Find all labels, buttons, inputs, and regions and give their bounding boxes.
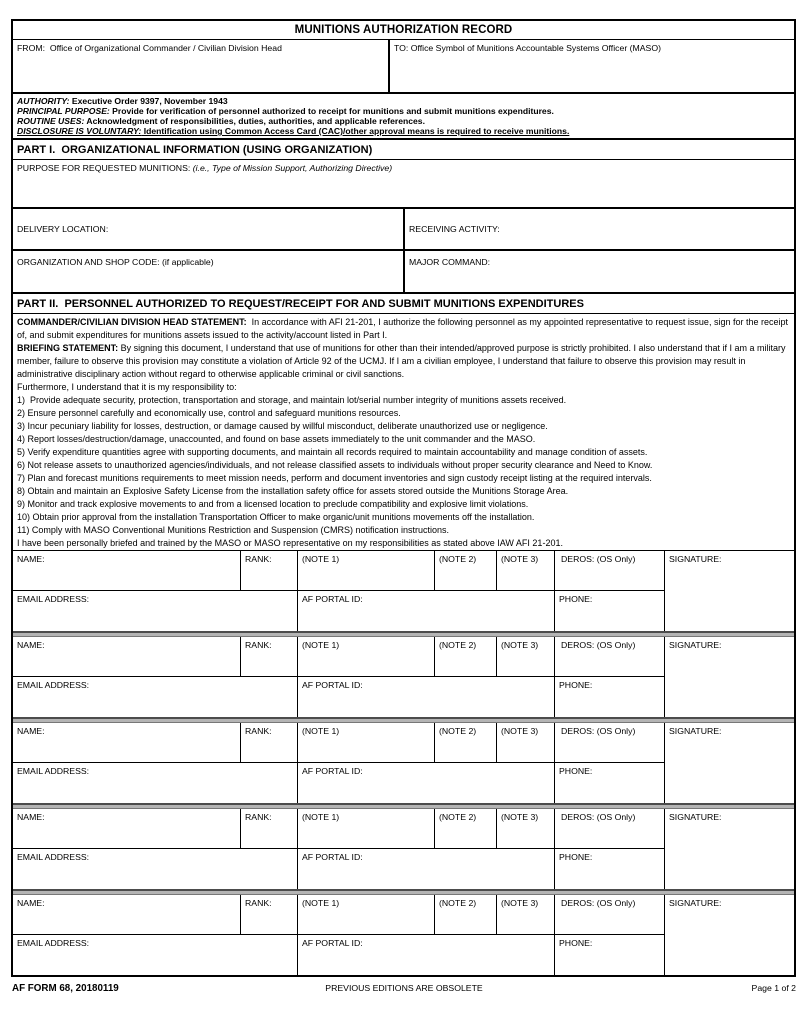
major-command-label: MAJOR COMMAND: [409,257,491,267]
to-field[interactable] [390,40,794,92]
disclosure-line: DISCLOSURE IS VOLUNTARY: Identification using Common Access Card (CAC)/other approval means is required to receive munitions. [17,126,570,136]
footer-page-number: Page 1 of 2 [751,983,796,993]
name-field[interactable]: NAME: [13,551,241,591]
delivery-location-label: DELIVERY LOCATION: [17,224,109,234]
part2-header: PART II. PERSONNEL AUTHORIZED TO REQUEST/RECEIPT FOR AND SUBMIT MUNITIONS EXPENDITURES [13,294,794,314]
part1-header: PART I. ORGANIZATIONAL INFORMATION (USING ORGANIZATION) [13,140,794,160]
purpose-label: PURPOSE FOR REQUESTED MUNITIONS: [17,163,193,173]
signature-field[interactable]: SIGNATURE: [669,898,722,908]
note3-field[interactable]: (NOTE 3) [497,637,555,677]
closing-statement: I have been personally briefed and trained by the MASO or MASO representative on my responsibilities as stated above IAW AFI 21-201. [17,538,563,548]
receiving-activity-field[interactable] [405,209,794,249]
af-portal-id-field[interactable]: AF PORTAL ID: [298,677,555,717]
signature-field[interactable]: SIGNATURE: [669,726,722,736]
organization-shop-code-label: ORGANIZATION AND SHOP CODE: (if applicable) [17,257,214,267]
from-field[interactable] [13,40,390,92]
responsibility-item: 9) Monitor and track explosive movements to and from a licensed location to preclude compatibility and explosive limit violations. [17,499,529,509]
note1-field[interactable]: (NOTE 1) [298,895,435,935]
receiving-activity-label: RECEIVING ACTIVITY: [409,224,500,234]
email-field[interactable]: EMAIL ADDRESS: [13,763,298,803]
email-field[interactable]: EMAIL ADDRESS: [13,935,298,975]
rank-field[interactable]: RANK: [241,723,298,763]
responsibility-item: 7) Plan and forecast munitions requirements to meet mission needs, perform and document inventories and sign custody receipt listing at the required intervals. [17,473,652,483]
rank-field[interactable]: RANK: [241,637,298,677]
signature-field[interactable]: SIGNATURE: [669,812,722,822]
rank-field[interactable]: RANK: [241,895,298,935]
rank-field[interactable]: RANK: [241,551,298,591]
name-field[interactable]: NAME: [13,895,241,935]
phone-field[interactable]: PHONE: [555,935,665,975]
delivery-receiving-row [13,209,794,251]
name-field[interactable]: NAME: [13,809,241,849]
deros-field[interactable]: DEROS: (OS Only) [555,809,665,849]
phone-field[interactable]: PHONE: [555,849,665,889]
deros-field[interactable]: DEROS: (OS Only) [555,551,665,591]
note2-field[interactable]: (NOTE 2) [435,723,497,763]
organization-command-row [13,251,794,294]
responsibility-item: 4) Report losses/destruction/damage, unaccounted, and found on base assets immediately to the unit commander and the MASO. [17,434,536,444]
phone-field[interactable]: PHONE: [555,677,665,717]
personnel-block-1 [13,551,794,631]
responsibility-item: 6) Not release assets to unauthorized agencies/individuals, and not release classified assets to individuals without proper security clearance and Need to Know. [17,460,653,470]
signature-field[interactable]: SIGNATURE: [669,554,722,564]
note3-field[interactable]: (NOTE 3) [497,895,555,935]
phone-field[interactable]: PHONE: [555,591,665,631]
responsibility-item: 2) Ensure personnel carefully and economically use, control and safeguard munitions resources. [17,408,401,418]
name-field[interactable]: NAME: [13,723,241,763]
organization-shop-code-field[interactable] [13,251,405,292]
note2-field[interactable]: (NOTE 2) [435,809,497,849]
af-portal-id-field[interactable]: AF PORTAL ID: [298,849,555,889]
note3-field[interactable]: (NOTE 3) [497,551,555,591]
responsibility-item: 5) Verify expenditure quantities agree with supporting documents, and maintain all records required to maintain accountability and manage condition of assets. [17,447,648,457]
form-footer [12,983,796,994]
note1-field[interactable]: (NOTE 1) [298,809,435,849]
note2-field[interactable]: (NOTE 2) [435,551,497,591]
note2-field[interactable]: (NOTE 2) [435,637,497,677]
email-field[interactable]: EMAIL ADDRESS: [13,677,298,717]
note3-field[interactable]: (NOTE 3) [497,723,555,763]
from-to-row [13,40,794,94]
footer-obsolete-note: PREVIOUS EDITIONS ARE OBSOLETE [325,983,483,993]
form-title-row [13,21,794,40]
email-field[interactable]: EMAIL ADDRESS: [13,849,298,889]
briefing-statement: BRIEFING STATEMENT: By signing this document, I understand that use of munitions for other than their intended/approved purpose is strictly prohibited. I also understand that if I am a military member, failure to observe this provision may constitute a violation of Article 92 of the UCMJ. If I am a civilian employee, I understand that failure to observe this provision may result in administrative disciplinary action without regard to otherwise applicable criminal or civil sanctions. [17,343,789,379]
furthermore-line: Furthermore, I understand that it is my responsibility to: [17,382,237,392]
responsibility-item: 1) Provide adequate security, protection, transportation and storage, and maintain lot/serial number integrity of munitions assets received. [17,395,567,405]
af-portal-id-field[interactable]: AF PORTAL ID: [298,591,555,631]
routine-uses-line: ROUTINE USES: Acknowledgment of responsibilities, duties, authorities, and applicable references. [17,116,425,126]
authority-line: AUTHORITY: Executive Order 9397, November 1943 [17,96,228,106]
email-field[interactable]: EMAIL ADDRESS: [13,591,298,631]
personnel-block-4 [13,809,794,889]
purpose-note: (i.e., Type of Mission Support, Authorizing Directive) [192,163,393,173]
from-label: FROM: Office of Organizational Commander / Civilian Division Head [17,43,282,53]
note1-field[interactable]: (NOTE 1) [298,551,435,591]
responsibility-item: 10) Obtain prior approval from the installation Transportation Officer to make organic/unit munitions movements off the installation. [17,512,535,522]
rank-field[interactable]: RANK: [241,809,298,849]
note1-field[interactable]: (NOTE 1) [298,723,435,763]
deros-field[interactable]: DEROS: (OS Only) [555,723,665,763]
af-portal-id-field[interactable]: AF PORTAL ID: [298,935,555,975]
footer-form-number: AF FORM 68, 20180119 [12,983,119,994]
responsibility-item: 11) Comply with MASO Conventional Munitions Restriction and Suspension (CMRS) notification instructions. [17,525,450,535]
privacy-act-statement [13,94,794,140]
personnel-block-3 [13,723,794,803]
statement-block [13,314,794,551]
delivery-location-field[interactable] [13,209,405,249]
note2-field[interactable]: (NOTE 2) [435,895,497,935]
name-field[interactable]: NAME: [13,637,241,677]
personnel-block-5 [13,895,794,975]
af-portal-id-field[interactable]: AF PORTAL ID: [298,763,555,803]
signature-field[interactable]: SIGNATURE: [669,640,722,650]
personnel-block-2 [13,637,794,717]
deros-field[interactable]: DEROS: (OS Only) [555,637,665,677]
deros-field[interactable]: DEROS: (OS Only) [555,895,665,935]
phone-field[interactable]: PHONE: [555,763,665,803]
note1-field[interactable]: (NOTE 1) [298,637,435,677]
to-label: TO: Office Symbol of Munitions Accountable Systems Officer (MASO) [394,43,661,53]
responsibility-item: 3) Incur pecuniary liability for losses, destruction, or damage caused by willful misconduct, deliberate unauthorized use or negligence. [17,421,548,431]
purpose-field[interactable] [13,160,794,209]
responsibility-item: 8) Obtain and maintain an Explosive Safety License from the installation safety office for assets stored outside the Munitions Storage Area. [17,486,569,496]
form-title: MUNITIONS AUTHORIZATION RECORD [294,24,513,36]
munitions-authorization-form [11,19,796,977]
principal-purpose-line: PRINCIPAL PURPOSE: Provide for verification of personnel authorized to receipt for munitions and submit munitions expenditures. [17,106,554,116]
commander-statement: COMMANDER/CIVILIAN DIVISION HEAD STATEMENT: In accordance with AFI 21-201, I authorize the following personnel as my appointed representative to request issue, sign for the receipt of, and submit expenditures for munitions assets issued to the activity/account listed in Part I. [17,317,791,340]
major-command-field[interactable] [405,251,794,292]
note3-field[interactable]: (NOTE 3) [497,809,555,849]
